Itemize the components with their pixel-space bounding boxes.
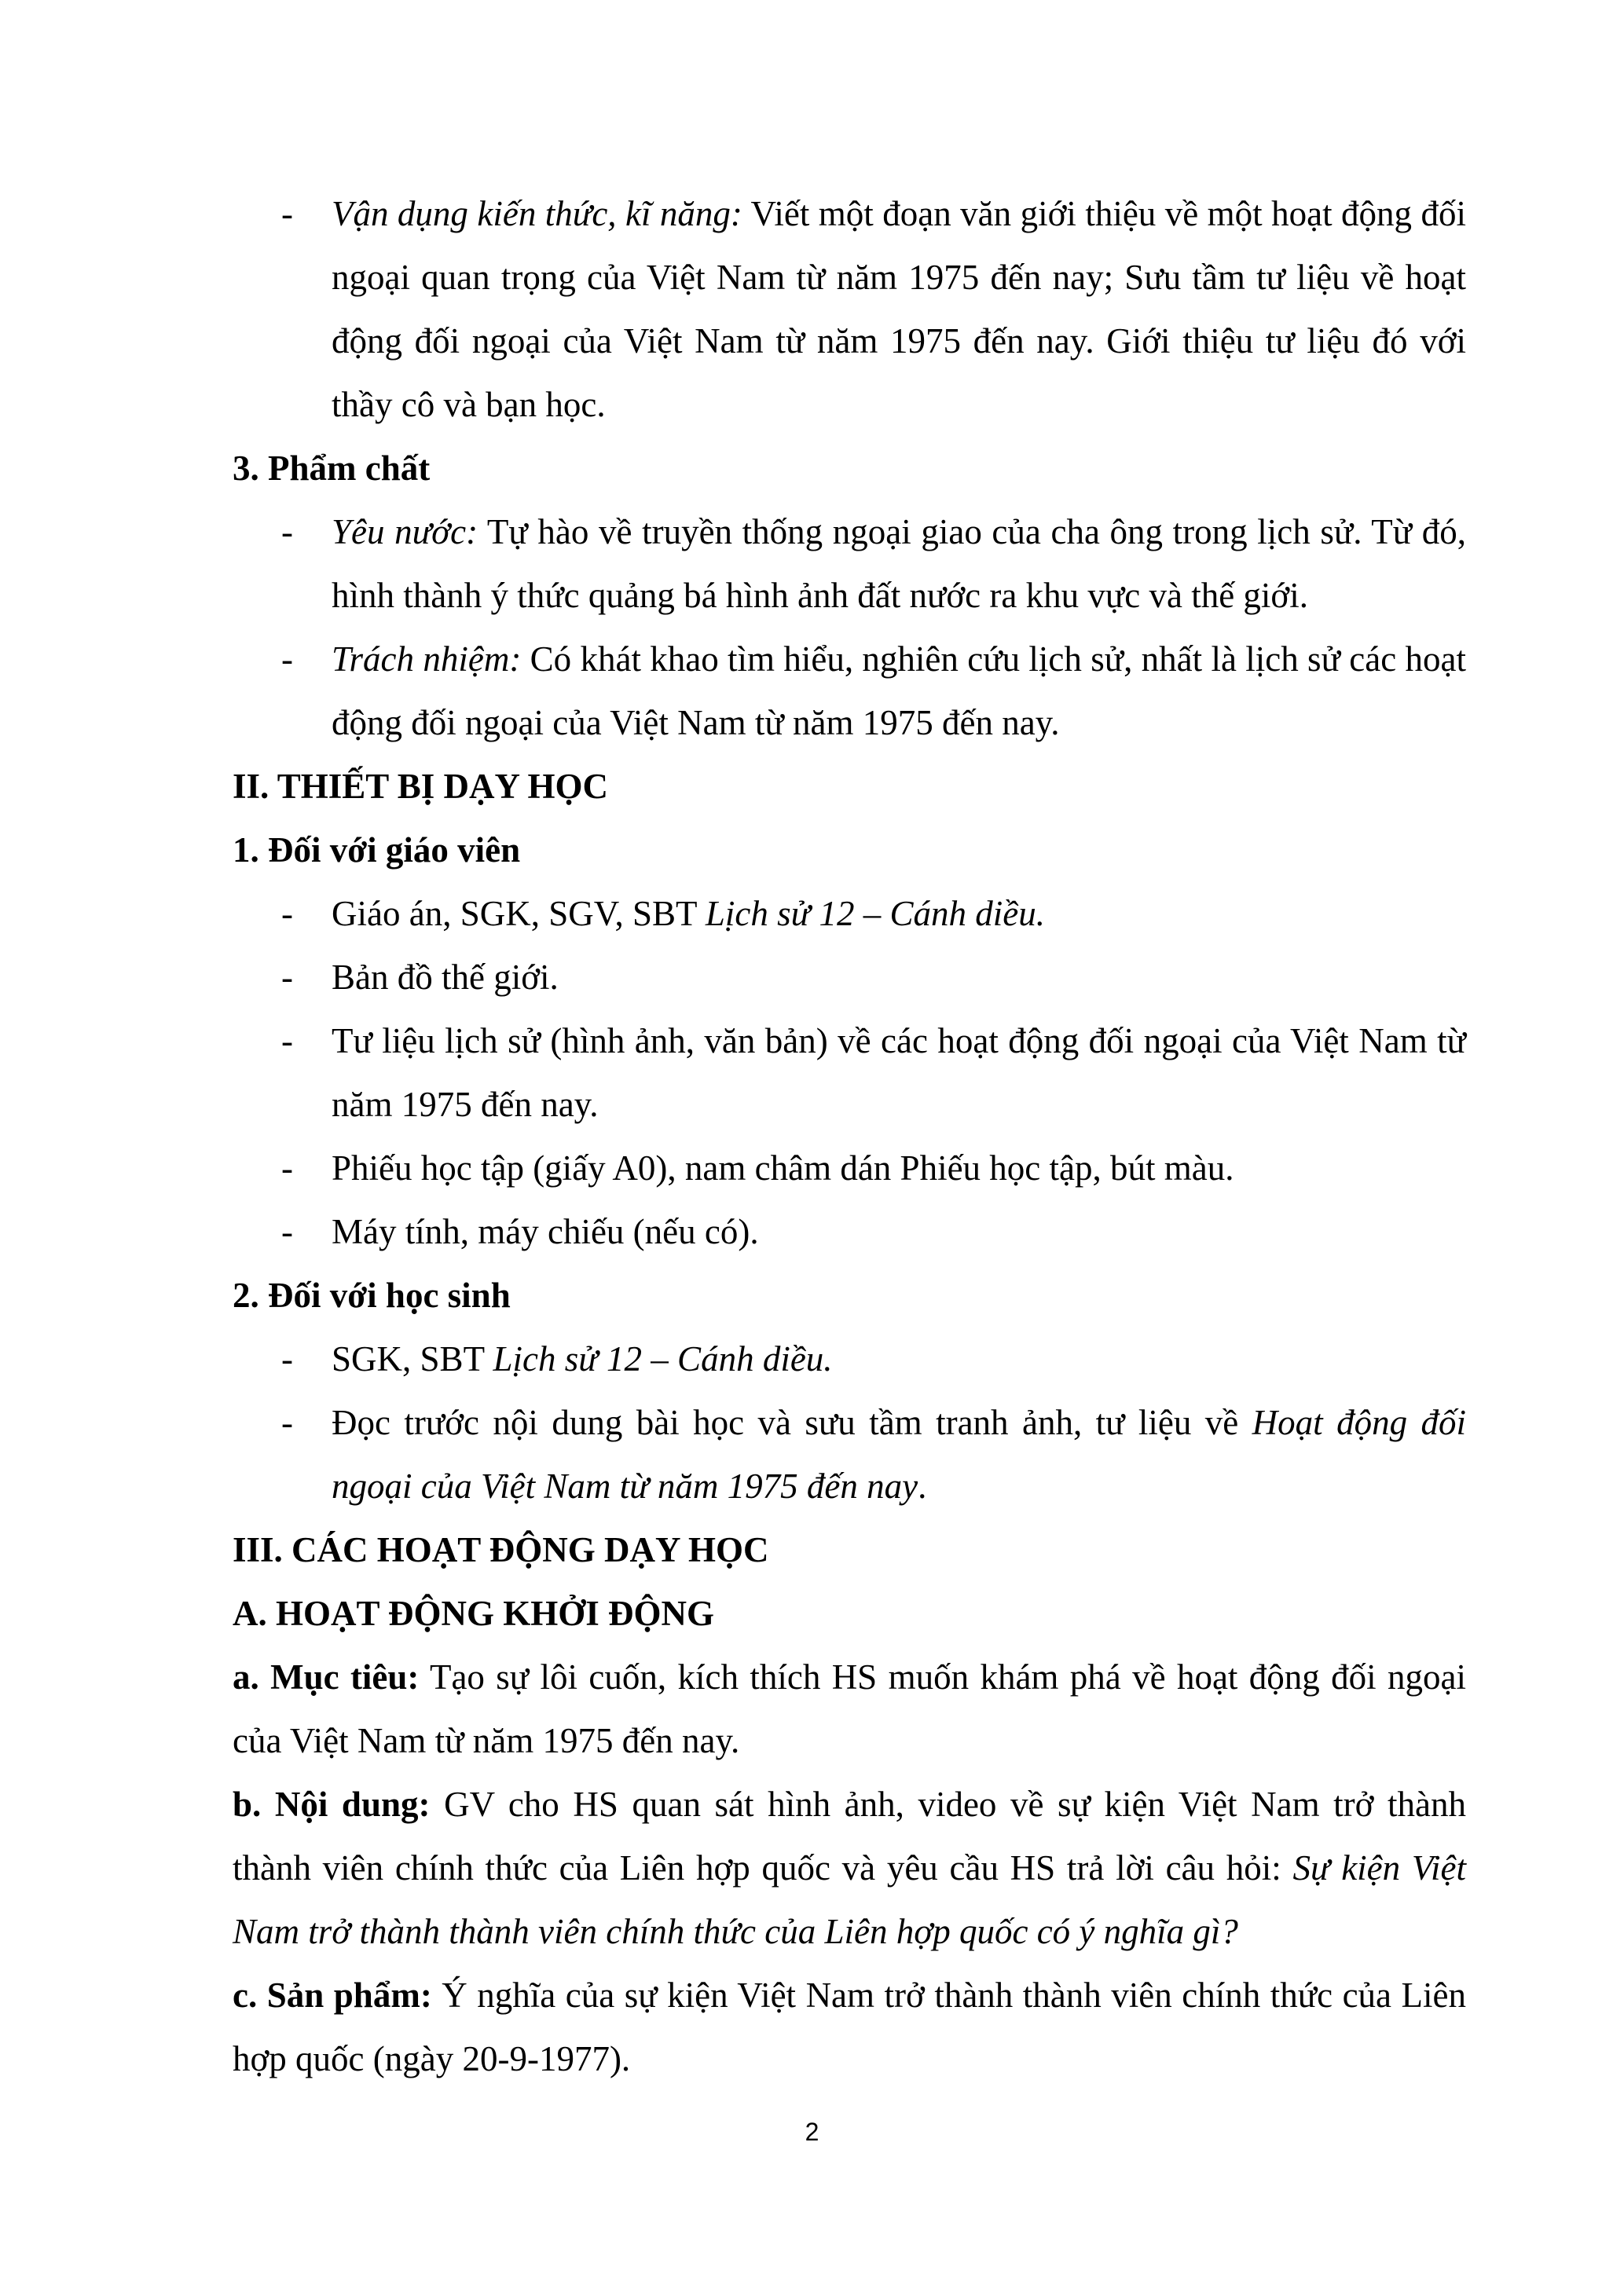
lesson-title: Hoạt động đối ngoại của Việt Nam từ năm 1975 đến nay [332,1403,1466,1506]
bullet-giao-an [233,882,1466,946]
para-muc-tieu [233,1646,1466,1773]
page-number: 2 [805,2118,819,2146]
bullet-dash: - [281,1212,293,1251]
bullet-dash: - [281,1021,293,1060]
bullet-text: Có khát khao tìm hiểu, nghiên cứu lịch sử, nhất là lịch sử các hoạt động đối ngoại của Việt Nam từ năm 1975 đến nay. [332,639,1466,742]
heading-pham-chat: 3. Phẩm chất [233,449,431,488]
bullet-phieu-hoc-tap [233,1137,1466,1200]
para-text: Tạo sự lôi cuốn, kích thích HS muốn khám phá về hoạt động đối ngoại của Việt Nam từ năm 1975 đến nay. [233,1657,1466,1760]
bullet-text: Bản đồ thế giới. [332,958,559,997]
bullet-text: Tự hào về truyền thống ngoại giao của cha ông trong lịch sử. Từ đó, hình thành ý thức quảng bá hình ảnh đất nước ra khu vực và thế giới. [332,512,1467,615]
bullet-dash: - [281,512,293,551]
bullet-label: Yêu nước: [332,512,478,551]
bullet-may-tinh [233,1200,1466,1264]
bullet-ban-do [233,946,1466,1009]
bullet-dash: - [281,894,293,933]
bullet-text: SGK, SBT [332,1339,493,1379]
bullet-dash: - [281,1403,293,1442]
bullet-label: Vận dụng kiến thức, kĩ năng: [332,194,742,233]
bullet-dash: - [281,958,293,997]
heading-hoc-sinh: 2. Đối với học sinh [233,1276,511,1315]
bullet-van-dung [233,182,1466,437]
para-question: Sự kiện Việt Nam trở thành thành viên chính thức của Liên hợp quốc có ý nghĩa gì? [233,1848,1466,1951]
heading-thiet-bi: II. THIẾT BỊ DẠY HỌC [233,767,609,806]
bullet-dash: - [281,639,293,679]
bullet-label: Trách nhiệm: [332,639,522,679]
para-label: b. Nội dung: [233,1785,431,1824]
bullet-text: Phiếu học tập (giấy A0), nam châm dán Phiếu học tập, bút màu. [332,1148,1234,1188]
heading-giao-vien: 1. Đối với giáo viên [233,830,521,870]
bullet-dash: - [281,1339,293,1379]
bullet-yeu-nuoc [233,500,1466,628]
para-noi-dung [233,1773,1466,1964]
para-text: GV cho HS quan sát hình ảnh, video về sự kiện Việt Nam trở thành thành viên chính thức của Liên hợp quốc và yêu cầu HS trả lời câu hỏi: [233,1785,1467,1888]
bullet-text: Đọc trước nội dung bài học và sưu tầm tranh ảnh, tư liệu về [332,1403,1252,1442]
bullet-text: Giáo án, SGK, SGV, SBT [332,894,706,933]
bullet-text-end: . [918,1467,927,1506]
bullet-dash: - [281,194,293,233]
bullet-tu-lieu [233,1009,1466,1137]
heading-khoi-dong: A. HOẠT ĐỘNG KHỞI ĐỘNG [233,1594,714,1633]
bullet-sgk-sbt [233,1327,1466,1391]
para-label: a. Mục tiêu: [233,1657,420,1697]
para-label: c. Sản phẩm: [233,1976,432,2015]
bullet-text: Tư liệu lịch sử (hình ảnh, văn bản) về các hoạt động đối ngoại của Việt Nam từ năm 1975 đến nay. [332,1021,1466,1124]
document-body [233,182,1466,2091]
bullet-dash: - [281,1148,293,1188]
bullet-doc-truoc [233,1391,1466,1518]
para-text: Ý nghĩa của sự kiện Việt Nam trở thành thành viên chính thức của Liên hợp quốc (ngày 20-9-1977). [233,1976,1466,2078]
book-title: Lịch sử 12 – Cánh diều. [493,1339,833,1379]
para-san-pham [233,1964,1466,2091]
heading-hoat-dong: III. CÁC HOẠT ĐỘNG DẠY HỌC [233,1530,769,1569]
bullet-text: Máy tính, máy chiếu (nếu có). [332,1212,759,1251]
book-title: Lịch sử 12 – Cánh diều. [705,894,1045,933]
bullet-trach-nhiem [233,628,1466,755]
bullet-text: Viết một đoạn văn giới thiệu về một hoạt động đối ngoại quan trọng của Việt Nam từ năm 1975 đến nay; Sưu tầm tư liệu về hoạt động đối ngoại của Việt Nam từ năm 1975 đến nay. Giới thiệu tư liệu đó với thầy cô và bạn học. [332,194,1466,424]
